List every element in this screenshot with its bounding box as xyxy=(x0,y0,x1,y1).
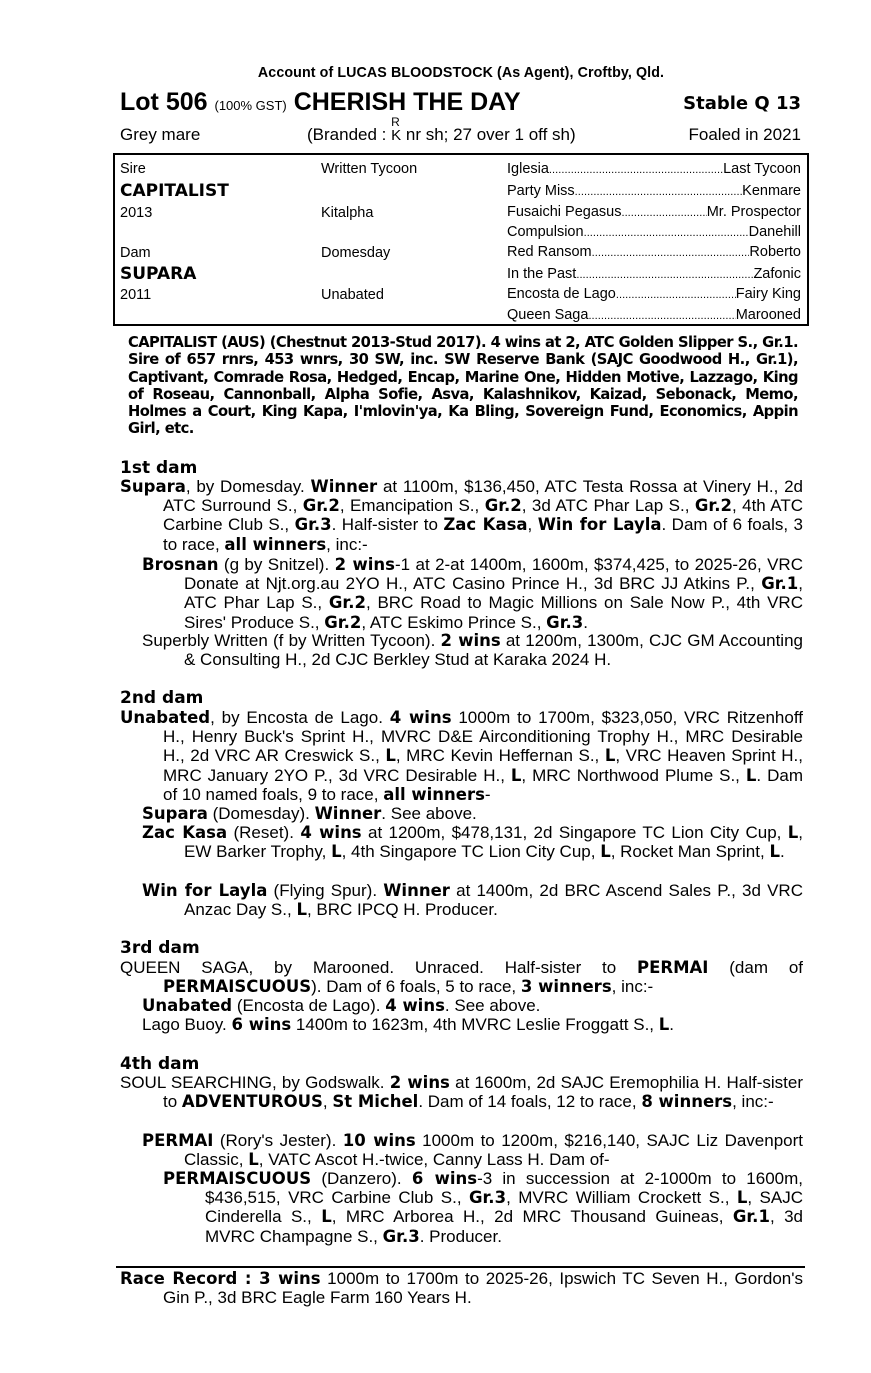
section-fourth-dam: 4th dam xyxy=(120,1054,200,1074)
progeny-entry: Lago Buoy. 6 wins 1400m to 1623m, 4th MVRC Leslie Froggatt S., L. xyxy=(142,1015,675,1034)
sire-sire: Written Tycoon xyxy=(321,161,418,177)
brand-suffix: nr sh; 27 over 1 off sh) xyxy=(405,125,576,144)
sire-label: Sire xyxy=(120,161,146,177)
stable-location: Stable Q 13 xyxy=(683,93,801,114)
sire-description: CAPITALIST (AUS) (Chestnut 2013-Stud 2017). 4 wins at 2, ATC Golden Slipper S., Gr.1. Sire of 657 rnrs, 453 wnrs, 30 SW, inc. SW Reserve Bank (SAJC Goodwood H., Gr.1), Captivant, Comrade Rosa, Hedged, Encap, Marine One, Hidden Motive, Lazzago, King of Roseau, Cannonball, Alpha Sofie, Asva, Kalashnikov, Kaizad, Sebonack, Memo, Holmes a Court, King Kapa, I'mlovin'ya, Ka Bling, Sovereign Fund, Economics, Appin Girl, etc. xyxy=(128,334,799,438)
section-second-dam: 2nd dam xyxy=(120,688,204,708)
lot-title xyxy=(120,88,521,117)
dam-sire: Domesday xyxy=(321,245,391,261)
horse-sex: Grey mare xyxy=(120,125,201,144)
dam-label: Dam xyxy=(120,245,151,261)
brand-glyph-bottom: K xyxy=(391,127,402,144)
sire-name: CAPITALIST xyxy=(120,181,229,201)
brand-glyph-top: R xyxy=(391,115,400,129)
ancestor-row: In the Past . . . Zafonic xyxy=(507,266,801,282)
dam-name: SUPARA xyxy=(120,264,197,284)
progeny-entry: PERMAI (Rory's Jester). 10 wins 1000m to 1200m, $216,140, SAJC Liz Davenport Classic, L, VATC Ascot H.-twice, Canny Lass H. Dam of- xyxy=(142,1131,803,1170)
vendor-account: Account of LUCAS BLOODSTOCK (As Agent), Croftby, Qld. xyxy=(257,64,665,81)
lot-number: Lot 506 xyxy=(120,88,208,116)
race-record-label: Race Record : 3 wins xyxy=(120,1269,321,1288)
ancestor-row: Iglesia . . . Last Tycoon xyxy=(507,161,801,177)
second-dam-entry: Unabated, by Encosta de Lago. 4 wins 1000m to 1700m, $323,050, VRC Ritzenhoff H., Henry Buck's Sprint H., MVRC D&E Airconditioning Trophy H., MRC Desirable H., 2d VRC AR Creswick S., L, MRC Kevin Heffernan S., L, VRC Heaven Sprint H., MRC January 2YO P., 3d VRC Desirable H., L, MRC Northwood Plume S., L. Dam of 10 named foals, 9 to race, all winners- xyxy=(120,708,804,804)
brand-glyph xyxy=(391,115,402,145)
section-first-dam: 1st dam xyxy=(120,458,198,478)
progeny-entry: Brosnan (g by Snitzel). 2 wins-1 at 2-at 1400m, 1600m, $374,425, to 2025-26, VRC Donate at Njt.org.au 2YO H., ATC Casino Prince H., 3d BRC JJ Atkins P., Gr.1, ATC Phar Lap S., Gr.2, BRC Road to Magic Millions on Sale Now P., 4th VRC Sires' Produce S., Gr.2, ATC Eskimo Prince S., Gr.3. xyxy=(142,555,803,632)
section-third-dam: 3rd dam xyxy=(120,938,200,958)
progeny-entry: Superbly Written (f by Written Tycoon). 2 wins at 1200m, 1300m, CJC GM Accounting & Consulting H., 2d CJC Berkley Stud at Karaka 2024 H. xyxy=(142,631,803,670)
sire-year: 2013 xyxy=(120,205,153,221)
progeny-entry: Unabated (Encosta de Lago). 4 wins. See above. xyxy=(142,996,541,1015)
first-dam-entry: Supara, by Domesday. Winner at 1100m, $136,450, ATC Testa Rossa at Vinery H., 2d ATC Surround S., Gr.2, Emancipation S., Gr.2, 3d ATC Phar Lap S., Gr.2, 4th ATC Carbine Club S., Gr.3. Half-sister to Zac Kasa, Win for Layla. Dam of 6 foals, 3 to race, all winners, inc:- xyxy=(120,477,803,554)
brand-prefix: (Branded : xyxy=(307,125,387,144)
dam-year: 2011 xyxy=(120,287,152,303)
pedigree-table xyxy=(113,153,809,326)
divider xyxy=(116,1266,805,1268)
progeny-entry: PERMAISCUOUS (Danzero). 6 wins-3 in succession at 2-1000m to 1600m, $436,515, VRC Carbine Club S., Gr.3, MVRC William Crockett S., L, SAJC Cinderella S., L, MRC Arborea H., 2d MRC Thousand Guineas, Gr.1, 3d MVRC Champagne S., Gr.3. Producer. xyxy=(163,1169,804,1246)
ancestor-row: Party Miss . . . Kenmare xyxy=(507,183,801,199)
fourth-dam-entry: SOUL SEARCHING, by Godswalk. 2 wins at 1600m, 2d SAJC Eremophilia H. Half-sister to ADVENTUROUS, St Michel. Dam of 14 foals, 12 to race, 8 winners, inc:- xyxy=(120,1073,803,1112)
ancestor-row: Encosta de Lago . . . Fairy King xyxy=(507,286,801,302)
sire-dam: Kitalpha xyxy=(321,205,374,221)
ancestor-row: Red Ransom . . . Roberto xyxy=(507,244,801,260)
horse-name: CHERISH THE DAY xyxy=(293,88,521,116)
third-dam-entry: QUEEN SAGA, by Marooned. Unraced. Half-sister to PERMAI (dam of PERMAISCUOUS). Dam of 6 foals, 5 to race, 3 winners, inc:- xyxy=(120,958,803,997)
foaled-year: Foaled in 2021 xyxy=(688,125,801,144)
dam-dam: Unabated xyxy=(321,287,384,303)
race-record-text: 1000m to 1700m to 2025-26, Ipswich TC Seven H., Gordon's Gin P., 3d BRC Eagle Farm 160 Years H. xyxy=(163,1269,804,1308)
ancestor-row: Fusaichi Pegasus . . . Mr. Prospector xyxy=(507,204,801,220)
progeny-entry: Zac Kasa (Reset). 4 wins at 1200m, $478,131, 2d Singapore TC Lion City Cup, L, EW Barker Trophy, L, 4th Singapore TC Lion City Cup, L, Rocket Man Sprint, L. xyxy=(142,823,804,862)
ancestor-row: Queen Saga . . . Marooned xyxy=(507,307,801,323)
race-record xyxy=(120,1269,803,1307)
brand-description xyxy=(307,115,576,145)
progeny-entry: Win for Layla (Flying Spur). Winner at 1400m, 2d BRC Ascend Sales P., 3d VRC Anzac Day S., L, BRC IPCQ H. Producer. xyxy=(142,881,803,920)
ancestor-row: Compulsion . . . Danehill xyxy=(507,224,801,240)
gst-note: (100% GST) xyxy=(214,98,287,113)
progeny-entry: Supara (Domesday). Winner. See above. xyxy=(142,804,477,823)
